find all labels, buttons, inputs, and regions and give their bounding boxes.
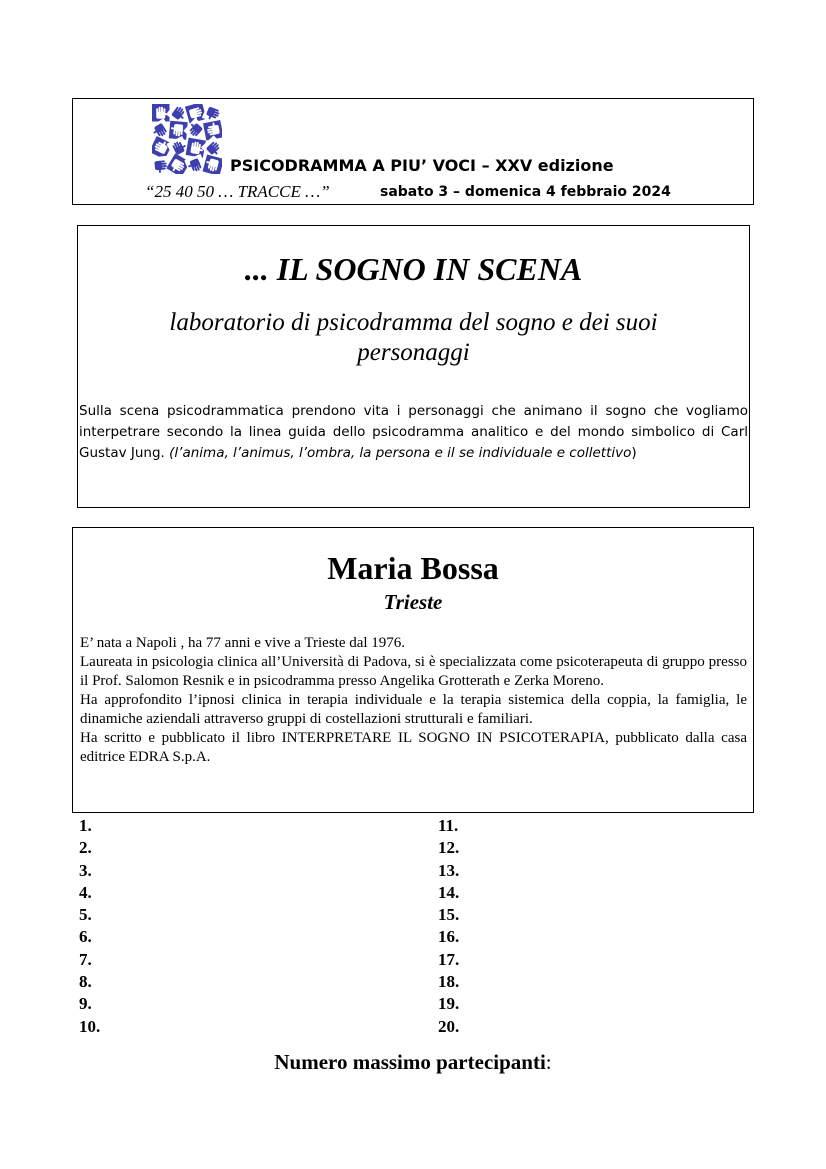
bio-paragraph: Laureata in psicologia clinica all’Università di Padova, si è specializzata come psicoterapeuta di gruppo presso il Prof. Salomon Resnik e in psicodramma presso Angelika Grotterath e Zerka Moreno. [80,654,747,689]
presenter-name: Maria Bossa [327,550,499,586]
bio-paragraph: Ha approfondito l’ipnosi clinica in terapia individuale e la terapia sistemica della coppia, la famiglia, le dinamiche aziendali attraverso gruppi di costellazioni strutturali e familiari. [80,692,747,727]
bio-box [72,527,754,813]
workshop-title: ... IL SOGNO IN SCENA [244,251,583,287]
presenter-bio [80,634,747,767]
participant-slot: 16. [438,927,460,947]
event-dates: sabato 3 – domenica 4 febbraio 2024 [380,184,671,200]
workshop-description [78,401,749,464]
participant-slot: 12. [438,838,460,858]
participant-slot: 4. [79,882,92,902]
logo-tile [152,104,170,122]
participant-slot: 3. [79,860,92,880]
participant-slot: 2. [79,838,92,858]
hands-logo-icon [152,104,222,174]
participant-slot: 11. [438,816,459,835]
logo-tile [152,156,170,174]
workshop-description-text: Sulla scena psicodrammatica prendono vita i personaggi che animano il sogno che vogliamo interpetrare secondo la linea guida dello psicodramma analitico e del mondo simbolico di Carl Gustav Jung. [79,403,748,461]
logo-tile [203,155,222,174]
participant-slot: 13. [438,860,460,880]
workshop-description-end: ) [631,445,637,461]
participant-slot: 18. [438,972,460,992]
participant-slot: 8. [79,972,92,992]
bio-paragraph: Ha scritto e pubblicato il libro INTERPRETARE IL SOGNO IN PSICOTERAPIA, pubblicato dalla casa editrice EDRA S.p.A. [80,730,747,765]
event-header-box [72,98,754,205]
workshop-subtitle: laboratorio di psicodramma del sogno e dei suoi personaggi [169,309,658,366]
participant-slot: 19. [438,994,460,1014]
max-participants-label: Numero massimo partecipanti [274,1050,546,1074]
participant-slot: 9. [79,994,92,1014]
participant-slot: 6. [79,927,92,947]
participant-slot: 15. [438,905,460,925]
participant-slot: 10. [79,1016,101,1036]
bio-paragraph: E’ nata a Napoli , ha 77 anni e vive a Trieste dal 1976. [80,635,406,651]
event-title: PSICODRAMMA A PIU’ VOCI – XXV edizione [230,156,614,175]
event-motto: “25 40 50 … TRACCE …” [145,182,330,201]
presenter-city: Trieste [383,590,443,614]
participant-list-right [438,815,459,1038]
participant-slot: 5. [79,905,92,925]
participant-slot: 1. [79,816,92,835]
participant-slot: 7. [79,949,92,969]
participant-list-left [79,815,100,1038]
workshop-box [77,225,750,508]
participant-slot: 20. [438,1016,460,1036]
participant-slot: 17. [438,949,460,969]
workshop-description-italic: (l’anima, l’animus, l’ombra, la persona e il se individuale e collettivo [169,445,632,461]
max-participants [0,1050,826,1075]
max-participants-colon: : [545,1050,552,1074]
participant-slot: 14. [438,882,460,902]
